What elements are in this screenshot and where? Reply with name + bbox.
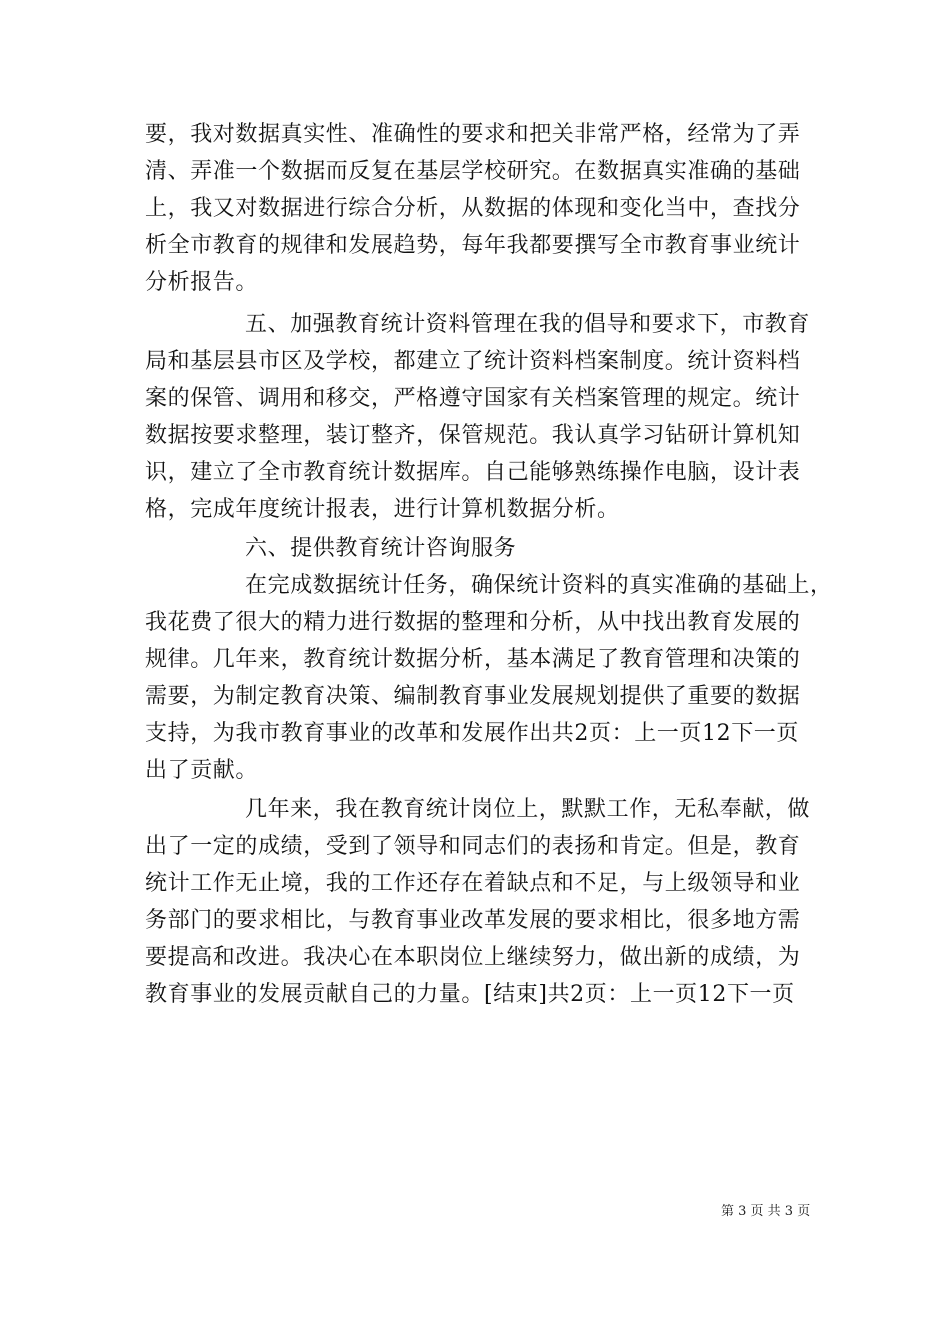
text-line: 清、弄准一个数据而反复在基层学校研究。在数据真实准确的基础 [145,159,801,184]
text-line: 务部门的要求相比，与教育事业改革发展的要求相比，很多地方需 [145,908,801,933]
text-line: 教育事业的发展贡献自己的力量。[结束]共2页：上一页12下一页 [145,982,795,1007]
section-heading-5: 五、加强教育统计资料管理在我的倡导和要求下，市教育 [245,312,811,337]
text-line: 支持，为我市教育事业的改革和发展作出共2页：上一页12下一页 [145,721,799,746]
text-line: 数据按要求整理，装订整齐，保管规范。我认真学习钻研计算机知 [145,423,801,448]
text-line: 上，我又对数据进行综合分析，从数据的体现和变化当中，查找分 [145,196,801,221]
section-heading-6: 六、提供教育统计咨询服务 [245,536,517,561]
text-line: 统计工作无止境，我的工作还存在着缺点和不足，与上级领导和业 [145,871,801,896]
text-line: 局和基层县市区及学校，都建立了统计资料档案制度。统计资料档 [145,349,801,374]
text-line: 我花费了很大的精力进行数据的整理和分析，从中找出教育发展的 [145,610,801,635]
text-line: 规律。几年来，教育统计数据分析，基本满足了教育管理和决策的 [145,647,801,672]
text-line: 出了贡献。 [145,758,259,783]
text-line: 出了一定的成绩，受到了领导和同志们的表扬和肯定。但是，教育 [145,834,801,859]
text-line: 分析报告。 [145,270,259,295]
text-line: 需要，为制定教育决策、编制教育事业发展规划提供了重要的数据 [145,684,801,709]
paragraph-start: 在完成数据统计任务，确保统计资料的真实准确的基础上， [245,573,833,598]
text-line: 识，建立了全市教育统计数据库。自己能够熟练操作电脑，设计表 [145,460,801,485]
text-line: 案的保管、调用和移交，严格遵守国家有关档案管理的规定。统计 [145,386,801,411]
text-line: 格，完成年度统计报表，进行计算机数据分析。 [145,497,620,522]
paragraph-start: 几年来，我在教育统计岗位上，默默工作，无私奉献，做 [245,797,811,822]
page-number: 第 3 页 共 3 页 [721,1204,811,1219]
text-line: 要，我对数据真实性、准确性的要求和把关非常严格，经常为了弄 [145,122,801,147]
text-line: 析全市教育的规律和发展趋势，每年我都要撰写全市教育事业统计 [145,233,801,258]
text-line: 要提高和改进。我决心在本职岗位上继续努力，做出新的成绩，为 [145,945,801,970]
